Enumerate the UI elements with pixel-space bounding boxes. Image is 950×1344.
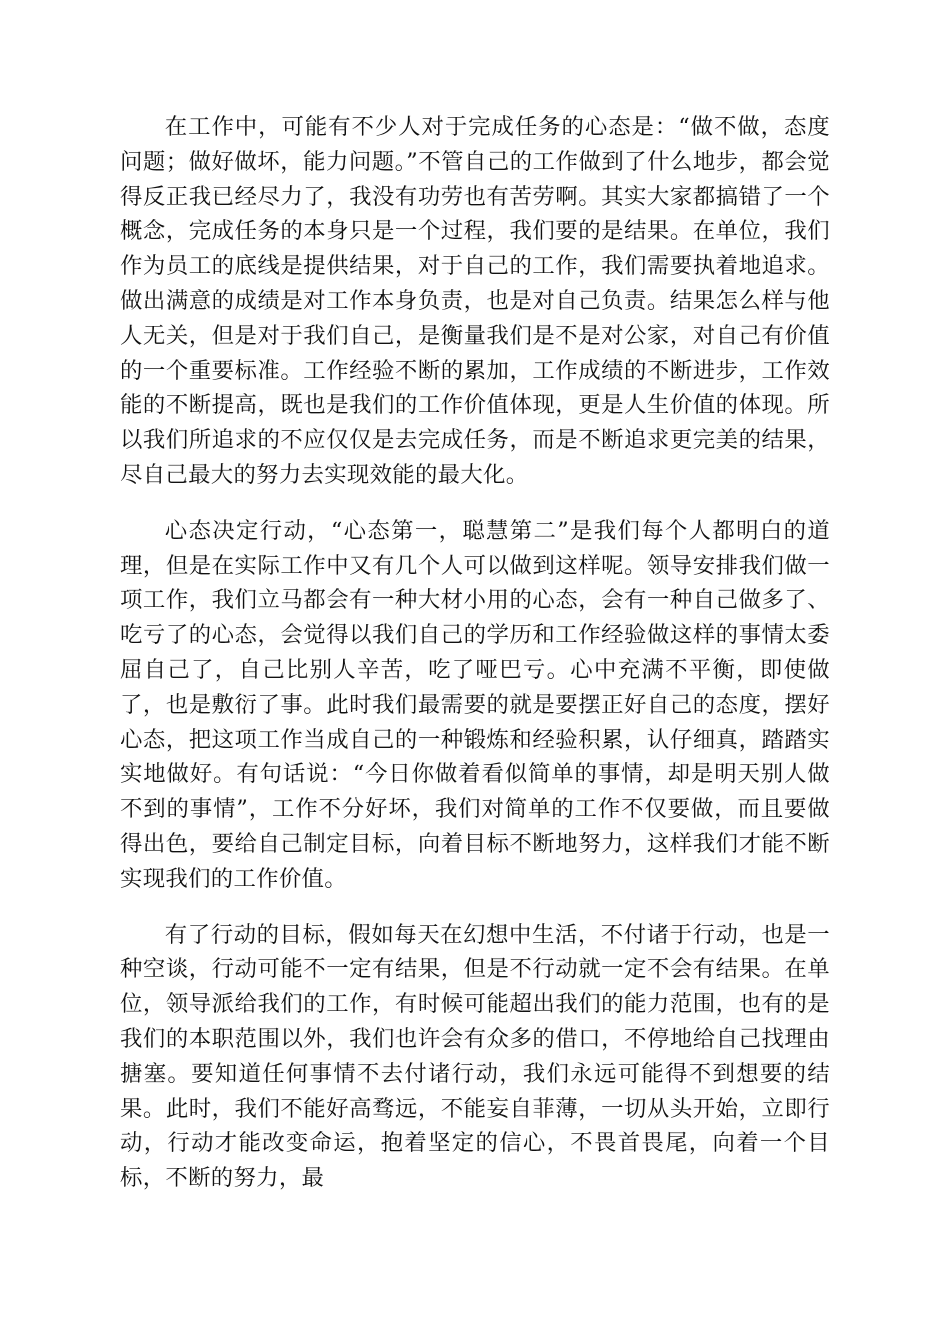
paragraph-2: 心态决定行动，“心态第一，聪慧第二”是我们每个人都明白的道理，但是在实际工作中又有几个人可以做到这样呢。领导安排我们做一项工作，我们立马都会有一种大材小用的心态，会有一种自己做多了、吃亏了的心态，会觉得以我们自己的学历和工作经验做这样的事情太委屈自己了，自己比别人辛苦，吃了哑巴亏。心中充满不平衡，即使做了，也是敷衍了事。此时我们最需要的就是要摆正好自己的态度，摆好心态，把这项工作当成自己的一种锻炼和经验积累，认仔细真，踏踏实实地做好。有句话说：“今日你做着看似简单的事情，却是明天别人做不到的事情”，工作不分好坏，我们对简单的工作不仅要做，而且要做得出色，要给自己制定目标，向着目标不断地努力，这样我们才能不断实现我们的工作价值。 <box>120 517 830 892</box>
paragraph-1: 在工作中，可能有不少人对于完成任务的心态是：“做不做，态度问题；做好做坏，能力问题。”不管自己的工作做到了什么地步，都会觉得反正我已经尽力了，我没有功劳也有苦劳啊。其实大家都搞错了一个概念，完成任务的本身只是一个过程，我们要的是结果。在单位，我们作为员工的底线是提供结果，对于自己的工作，我们需要执着地追求。做出满意的成绩是对工作本身负责，也是对自己负责。结果怎么样与他人无关，但是对于我们自己，是衡量我们是不是对公家，对自己有价值的一个重要标准。工作经验不断的累加，工作成绩的不断进步，工作效能的不断提高，既也是我们的工作价值体现，更是人生价值的体现。所以我们所追求的不应仅仅是去完成任务，而是不断追求更完美的结果，尽自己最大的努力去实现效能的最大化。 <box>120 114 830 488</box>
paragraph-3: 有了行动的目标，假如每天在幻想中生活，不付诸于行动，也是一种空谈，行动可能不一定有结果，但是不行动就一定不会有结果。在单位，领导派给我们的工作，有时候可能超出我们的能力范围，也有的是我们的本职范围以外，我们也许会有众多的借口，不停地给自己找理由搪塞。要知道任何事情不去付诸行动，我们永远可能得不到想要的结果。此时，我们不能好高骛远，不能妄自菲薄，一切从头开始，立即行动，行动才能改变命运，抱着坚定的信心，不畏首畏尾，向着一个目标，不断的努力，最 <box>120 921 830 1192</box>
document-page <box>120 110 830 1217</box>
